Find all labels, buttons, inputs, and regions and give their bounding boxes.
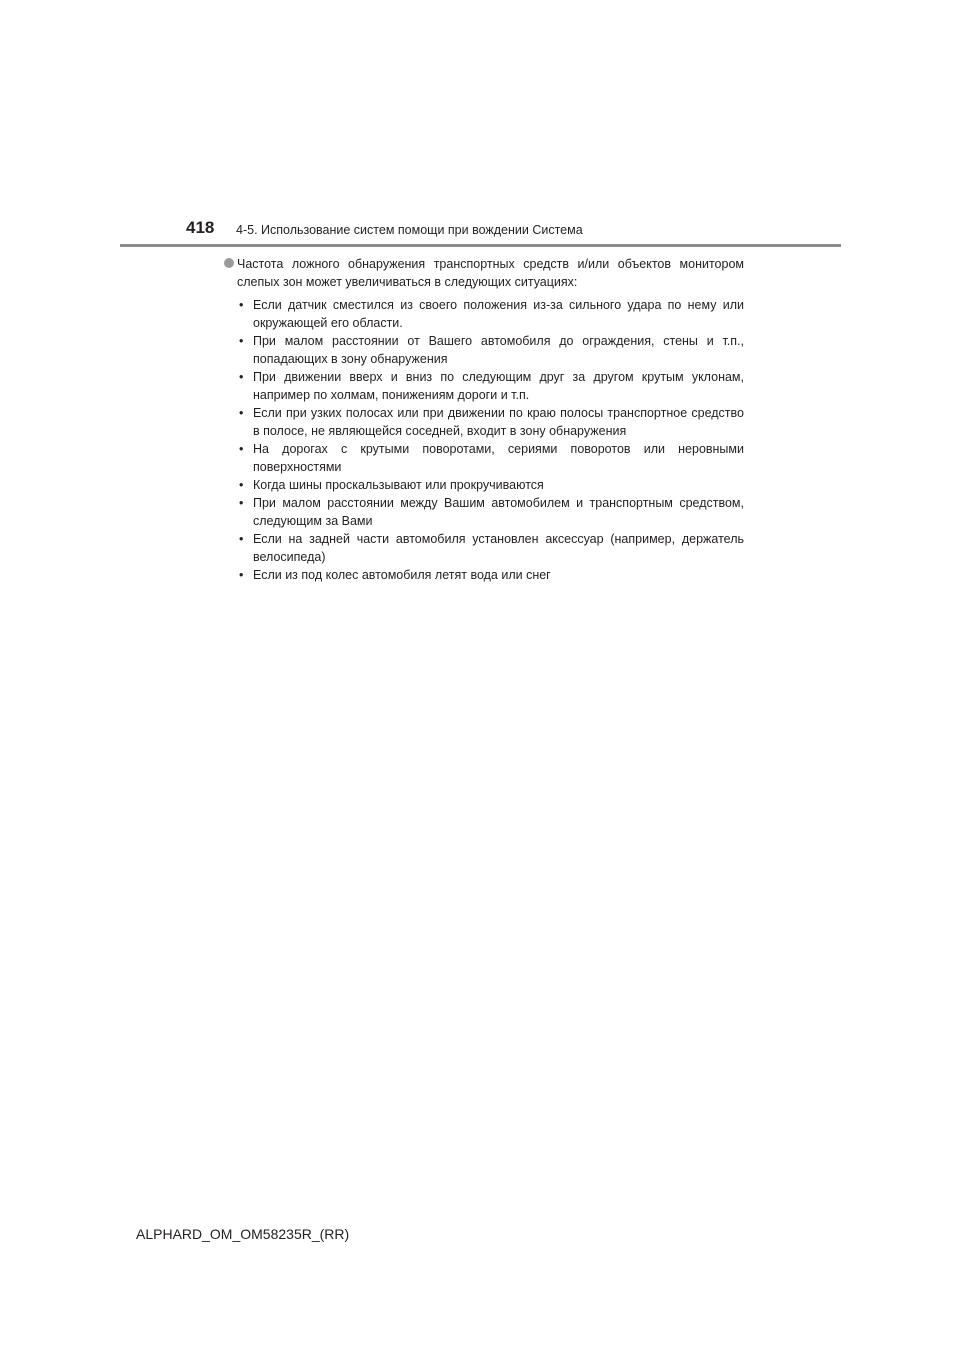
list-item <box>237 476 744 494</box>
list-item-text: Если на задней части автомобиля установлен аксессуар (например, держатель велосипеда) <box>253 532 744 564</box>
list-item <box>237 494 744 530</box>
bullet-dot-icon: • <box>239 496 244 510</box>
list-item-text: Если при узких полосах или при движении по краю полосы транспортное средство в полосе, не являющейся соседней, входит в зону обнаружения <box>253 406 744 438</box>
content-block <box>224 255 744 584</box>
section-title: 4-5. Использование систем помощи при вождении Система <box>236 223 583 237</box>
list-item-text: Если из под колес автомобиля летят вода или снег <box>253 568 551 582</box>
list-item <box>237 530 744 566</box>
lead-text: Частота ложного обнаружения транспортных средств и/или объектов монитором слепых зон может увеличиваться в следующих ситуациях: <box>237 257 744 289</box>
footer-document-id: ALPHARD_OM_OM58235R_(RR) <box>136 1226 350 1242</box>
list-item <box>237 440 744 476</box>
page-number: 418 <box>186 218 215 237</box>
lead-paragraph <box>224 255 744 291</box>
list-item <box>237 566 744 584</box>
bullet-dot-icon: • <box>239 442 244 456</box>
list-item-text: При малом расстоянии от Вашего автомобиля до ограждения, стены и т.п., попадающих в зону обнаружения <box>253 334 744 366</box>
list-item <box>237 332 744 368</box>
bullet-dot-icon: • <box>239 478 244 492</box>
list-item <box>237 368 744 404</box>
list-item-text: Когда шины проскальзывают или прокручиваются <box>253 478 544 492</box>
circle-bullet-icon <box>224 258 234 268</box>
list-item-text: На дорогах с крутыми поворотами, сериями поворотов или неровными поверхностями <box>253 442 744 474</box>
bullet-dot-icon: • <box>239 298 244 312</box>
bullet-dot-icon: • <box>239 406 244 420</box>
list-item <box>237 296 744 332</box>
list-item-text: Если датчик сместился из своего положения из-за сильного удара по нему или окружающей его области. <box>253 298 744 330</box>
header-divider <box>120 244 841 247</box>
bullet-dot-icon: • <box>239 568 244 582</box>
list-item <box>237 404 744 440</box>
situation-list <box>224 296 744 584</box>
bullet-dot-icon: • <box>239 334 244 348</box>
list-item-text: При движении вверх и вниз по следующим друг за другом крутым уклонам, например по холмам, понижениям дороги и т.п. <box>253 370 744 402</box>
bullet-dot-icon: • <box>239 532 244 546</box>
list-item-text: При малом расстоянии между Вашим автомобилем и транспортным средством, следующим за Вами <box>253 496 744 528</box>
bullet-dot-icon: • <box>239 370 244 384</box>
